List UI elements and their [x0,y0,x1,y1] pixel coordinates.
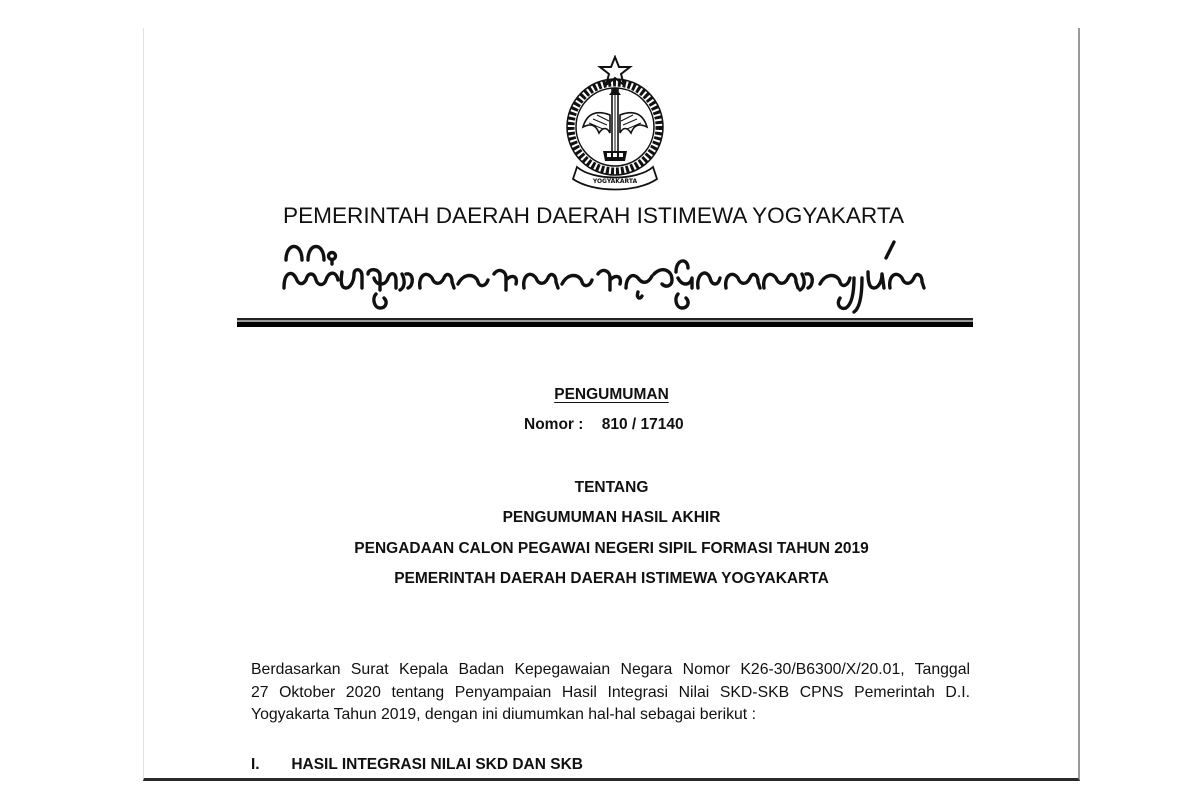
subject-line: TENTANG [574,479,649,496]
paragraph-line: Yogyakarta Tahun 2019, dengan ini diumumkan hal-hal sebagai berikut : [251,706,756,723]
announcement-number [524,416,684,434]
number-label: Nomor : [524,416,584,433]
section-number: I. [251,756,260,773]
coat-of-arms-yogyakarta-icon [563,55,667,195]
letterhead-divider [237,318,973,327]
subject-line: PENGUMUMAN HASIL AKHIR [502,509,721,526]
announcement-title: PENGUMUMAN [554,386,669,403]
government-name: PEMERINTAH DAERAH DAERAH ISTIMEWA YOGYAKARTA [283,203,905,228]
subject-line: PENGADAAN CALON PEGAWAI NEGERI SIPIL FORMASI TAHUN 2019 [354,540,869,557]
paragraph-line: Berdasarkan Surat Kepala Badan Kepegawaian Negara Nomor K26-30/B6300/X/20.01, Tanggal [251,661,970,678]
section-heading [251,756,583,774]
paragraph-line: 27 Oktober 2020 tentang Penyampaian Hasil Integrasi Nilai SKD-SKB CPNS Pemerintah D.I. [251,683,970,701]
section-title: HASIL INTEGRASI NILAI SKD DAN SKB [291,756,583,773]
ribbon-text: YOGYAKARTA [592,178,638,185]
subject-line: PEMERINTAH DAERAH DAERAH ISTIMEWA YOGYAKARTA [394,570,829,587]
javanese-script-government-name [280,238,930,318]
number-value: 810 / 17140 [601,416,684,433]
intro-paragraph [251,659,970,727]
